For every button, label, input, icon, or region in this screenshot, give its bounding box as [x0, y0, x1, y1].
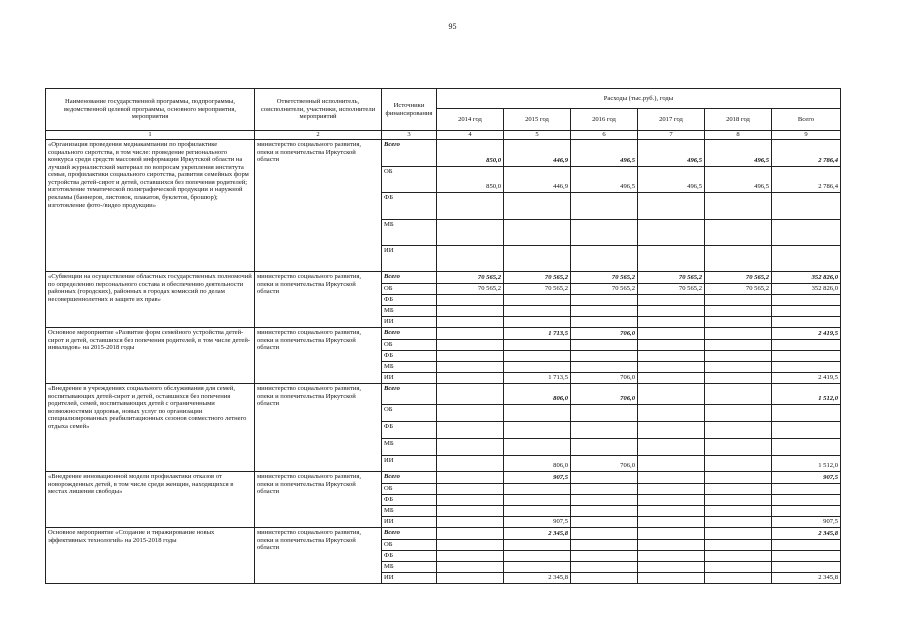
year-value-cell: 496,5 — [705, 140, 772, 167]
total-value-cell: 2 419,5 — [772, 328, 841, 340]
year-value-cell — [504, 484, 571, 495]
executor-cell: министерство социального развития, опеки и попечительства Иркутской области — [255, 384, 382, 472]
total-value-cell — [772, 495, 841, 506]
executor-cell: министерство социального развития, опеки и попечительства Иркутской области — [255, 328, 382, 384]
total-value-cell — [772, 246, 841, 272]
year-value-cell — [504, 405, 571, 422]
funding-source-cell: ИИ — [382, 317, 437, 328]
column-number: 7 — [638, 131, 705, 140]
year-value-cell — [571, 528, 638, 540]
year-value-cell: 70 565,2 — [571, 272, 638, 284]
header-year: 2017 год — [638, 109, 705, 131]
year-value-cell — [437, 373, 504, 384]
year-value-cell — [571, 562, 638, 573]
year-value-cell — [504, 506, 571, 517]
year-value-cell: 806,0 — [504, 384, 571, 405]
year-value-cell: 70 565,2 — [705, 284, 772, 295]
year-value-cell — [705, 246, 772, 272]
header-executor: Ответственный исполнитель, соисполнители, участники, исполнители мероприятий — [255, 89, 382, 131]
year-value-cell — [437, 405, 504, 422]
header-program-name: Наименование государственной программы, подпрограммы, ведомственной целевой программы, основного мероприятия, мероприятия — [46, 89, 255, 131]
funding-source-cell: ОБ — [382, 167, 437, 193]
funding-source-cell: ОБ — [382, 405, 437, 422]
funding-source-cell: ИИ — [382, 246, 437, 272]
total-value-cell — [772, 506, 841, 517]
year-value-cell — [437, 562, 504, 573]
funding-source-cell: Всего — [382, 140, 437, 167]
funding-source-cell: Всего — [382, 384, 437, 405]
year-value-cell — [437, 517, 504, 528]
year-value-cell — [437, 495, 504, 506]
page-number: 95 — [448, 22, 457, 31]
year-value-cell — [638, 573, 705, 584]
year-value-cell — [705, 328, 772, 340]
year-value-cell — [638, 306, 705, 317]
year-value-cell — [504, 193, 571, 220]
year-value-cell — [705, 528, 772, 540]
year-value-cell — [571, 220, 638, 246]
year-value-cell — [571, 405, 638, 422]
year-value-cell — [571, 472, 638, 484]
year-value-cell — [638, 405, 705, 422]
year-value-cell — [705, 373, 772, 384]
year-value-cell — [571, 362, 638, 373]
year-value-cell — [638, 220, 705, 246]
header-year: 2016 год — [571, 109, 638, 131]
total-value-cell — [772, 295, 841, 306]
year-value-cell — [705, 484, 772, 495]
year-value-cell: 850,0 — [437, 140, 504, 167]
table-row — [46, 328, 841, 340]
year-value-cell: 907,5 — [504, 472, 571, 484]
year-value-cell — [705, 495, 772, 506]
year-value-cell — [571, 551, 638, 562]
executor-cell: министерство социального развития, опеки и попечительства Иркутской области — [255, 472, 382, 528]
total-value-cell — [772, 193, 841, 220]
year-value-cell: 70 565,2 — [638, 272, 705, 284]
funding-source-cell: ФБ — [382, 422, 437, 439]
year-value-cell — [504, 220, 571, 246]
total-value-cell — [772, 306, 841, 317]
year-value-cell — [705, 517, 772, 528]
total-value-cell: 2 345,8 — [772, 528, 841, 540]
year-value-cell — [705, 456, 772, 472]
year-value-cell — [571, 540, 638, 551]
total-value-cell: 352 826,0 — [772, 284, 841, 295]
year-value-cell — [504, 362, 571, 373]
year-value-cell: 706,0 — [571, 456, 638, 472]
funding-source-cell: МБ — [382, 220, 437, 246]
total-value-cell — [772, 362, 841, 373]
year-value-cell — [437, 317, 504, 328]
funding-source-cell: МБ — [382, 306, 437, 317]
total-value-cell — [772, 220, 841, 246]
total-value-cell — [772, 422, 841, 439]
total-value-cell — [772, 562, 841, 573]
total-value-cell — [772, 340, 841, 351]
table-row — [46, 472, 841, 484]
year-value-cell — [437, 193, 504, 220]
year-value-cell — [705, 295, 772, 306]
header-expenses: Расходы (тыс.руб.), годы — [437, 89, 841, 109]
year-value-cell — [437, 551, 504, 562]
year-value-cell — [705, 506, 772, 517]
header-year: 2018 год — [705, 109, 772, 131]
year-value-cell — [638, 439, 705, 456]
year-value-cell: 706,0 — [571, 384, 638, 405]
funding-source-cell: ИИ — [382, 517, 437, 528]
funding-source-cell: ИИ — [382, 456, 437, 472]
total-value-cell: 352 826,0 — [772, 272, 841, 284]
year-value-cell — [504, 495, 571, 506]
funding-source-cell: ФБ — [382, 193, 437, 220]
year-value-cell — [638, 362, 705, 373]
funding-source-cell: Всего — [382, 328, 437, 340]
year-value-cell — [638, 540, 705, 551]
year-value-cell — [571, 193, 638, 220]
year-value-cell — [638, 384, 705, 405]
year-value-cell — [705, 362, 772, 373]
funding-source-cell: ОБ — [382, 284, 437, 295]
year-value-cell: 706,0 — [571, 373, 638, 384]
year-value-cell — [705, 306, 772, 317]
total-value-cell: 2 786,4 — [772, 167, 841, 193]
total-value-cell: 907,5 — [772, 472, 841, 484]
year-value-cell — [638, 562, 705, 573]
year-value-cell — [705, 422, 772, 439]
year-value-cell — [571, 317, 638, 328]
year-value-cell — [638, 528, 705, 540]
header-year: 2015 год — [504, 109, 571, 131]
year-value-cell — [638, 328, 705, 340]
year-value-cell — [638, 472, 705, 484]
year-value-cell — [504, 306, 571, 317]
column-number: 1 — [46, 131, 255, 140]
year-value-cell — [437, 362, 504, 373]
year-value-cell — [504, 551, 571, 562]
total-value-cell — [772, 351, 841, 362]
year-value-cell — [571, 295, 638, 306]
table-row — [46, 140, 841, 167]
table-row — [46, 528, 841, 540]
year-value-cell — [638, 506, 705, 517]
year-value-cell: 907,5 — [504, 517, 571, 528]
year-value-cell — [437, 506, 504, 517]
year-value-cell — [638, 193, 705, 220]
year-value-cell: 496,5 — [638, 140, 705, 167]
year-value-cell — [638, 340, 705, 351]
year-value-cell — [571, 439, 638, 456]
program-name-cell: «Внедрение в учреждениях социального обслуживания для семей, воспитывающих детей-сирот и детей, оставшихся без попечения родителей, семей, воспитывающих детей с ограниченными возможностями здоровья, новых услуг по организации специализированных реабилитационных сезонов совместного летнего отдыха семей» — [46, 384, 255, 472]
year-value-cell — [638, 495, 705, 506]
year-value-cell — [437, 295, 504, 306]
year-value-cell — [571, 340, 638, 351]
program-name-cell: Основное мероприятие «Развитие форм семейного устройства детей-сирот и детей, оставшихся без попечения родителей, в том числе детей-инвалидов» на 2015-2018 годы — [46, 328, 255, 384]
column-number: 3 — [382, 131, 437, 140]
year-value-cell: 806,0 — [504, 456, 571, 472]
year-value-cell — [437, 456, 504, 472]
year-value-cell: 70 565,2 — [437, 284, 504, 295]
year-value-cell: 2 345,8 — [504, 528, 571, 540]
funding-source-cell: ИИ — [382, 573, 437, 584]
funding-source-cell: ФБ — [382, 295, 437, 306]
program-name-cell: «Внедрение инновационной модели профилактики отказов от новорожденных детей, в том числе среди женщин, находящихся в местах лишения свободы» — [46, 472, 255, 528]
funding-source-cell: ОБ — [382, 540, 437, 551]
year-value-cell — [504, 340, 571, 351]
funding-source-cell: Всего — [382, 528, 437, 540]
header-total: Всего — [772, 109, 841, 131]
table-row — [46, 384, 841, 405]
header-year: 2014 год — [437, 109, 504, 131]
year-value-cell — [571, 517, 638, 528]
year-value-cell — [705, 439, 772, 456]
total-value-cell — [772, 405, 841, 422]
year-value-cell — [705, 551, 772, 562]
expenses-table — [45, 88, 841, 584]
year-value-cell — [705, 562, 772, 573]
year-value-cell: 70 565,2 — [571, 284, 638, 295]
year-value-cell — [504, 562, 571, 573]
funding-source-cell: МБ — [382, 506, 437, 517]
year-value-cell — [504, 317, 571, 328]
year-value-cell — [638, 551, 705, 562]
funding-source-cell: ФБ — [382, 351, 437, 362]
total-value-cell — [772, 317, 841, 328]
total-value-cell — [772, 540, 841, 551]
year-value-cell — [571, 573, 638, 584]
column-number: 4 — [437, 131, 504, 140]
year-value-cell — [437, 220, 504, 246]
year-value-cell: 70 565,2 — [504, 272, 571, 284]
column-number: 6 — [571, 131, 638, 140]
total-value-cell: 1 512,0 — [772, 384, 841, 405]
year-value-cell — [638, 422, 705, 439]
year-value-cell: 496,5 — [571, 167, 638, 193]
year-value-cell: 706,0 — [571, 328, 638, 340]
year-value-cell: 2 345,8 — [504, 573, 571, 584]
year-value-cell — [571, 351, 638, 362]
year-value-cell — [705, 351, 772, 362]
total-value-cell — [772, 439, 841, 456]
year-value-cell — [705, 340, 772, 351]
year-value-cell — [705, 472, 772, 484]
year-value-cell — [638, 456, 705, 472]
year-value-cell — [437, 439, 504, 456]
funding-source-cell: МБ — [382, 362, 437, 373]
executor-cell: министерство социального развития, опеки и попечительства Иркутской области — [255, 272, 382, 328]
funding-source-cell: ФБ — [382, 551, 437, 562]
total-value-cell: 2 419,5 — [772, 373, 841, 384]
year-value-cell — [437, 422, 504, 439]
funding-source-cell: ОБ — [382, 484, 437, 495]
year-value-cell — [638, 317, 705, 328]
year-value-cell — [705, 573, 772, 584]
year-value-cell — [437, 340, 504, 351]
year-value-cell — [705, 540, 772, 551]
year-value-cell — [571, 422, 638, 439]
year-value-cell — [638, 295, 705, 306]
year-value-cell: 496,5 — [571, 140, 638, 167]
funding-source-cell: Всего — [382, 472, 437, 484]
year-value-cell — [437, 384, 504, 405]
year-value-cell — [571, 306, 638, 317]
year-value-cell: 70 565,2 — [705, 272, 772, 284]
year-value-cell — [504, 540, 571, 551]
table-row — [46, 272, 841, 284]
year-value-cell: 70 565,2 — [437, 272, 504, 284]
year-value-cell — [705, 384, 772, 405]
year-value-cell: 850,0 — [437, 167, 504, 193]
year-value-cell — [437, 540, 504, 551]
total-value-cell: 2 345,8 — [772, 573, 841, 584]
funding-source-cell: МБ — [382, 562, 437, 573]
year-value-cell — [504, 351, 571, 362]
year-value-cell — [437, 306, 504, 317]
column-number: 5 — [504, 131, 571, 140]
year-value-cell — [571, 495, 638, 506]
total-value-cell: 907,5 — [772, 517, 841, 528]
year-value-cell — [705, 193, 772, 220]
year-value-cell — [638, 373, 705, 384]
year-value-cell — [437, 528, 504, 540]
year-value-cell — [571, 246, 638, 272]
year-value-cell — [571, 484, 638, 495]
executor-cell: министерство социального развития, опеки и попечительства Иркутской области — [255, 140, 382, 272]
funding-source-cell: ОБ — [382, 340, 437, 351]
year-value-cell — [638, 484, 705, 495]
funding-source-cell: ФБ — [382, 495, 437, 506]
year-value-cell — [638, 351, 705, 362]
year-value-cell — [437, 246, 504, 272]
year-value-cell — [504, 422, 571, 439]
column-number: 2 — [255, 131, 382, 140]
year-value-cell: 70 565,2 — [638, 284, 705, 295]
column-number: 8 — [705, 131, 772, 140]
executor-cell: министерство социального развития, опеки и попечительства Иркутской области — [255, 528, 382, 584]
column-number: 9 — [772, 131, 841, 140]
year-value-cell — [638, 517, 705, 528]
program-name-cell: «Субвенции на осуществление областных государственных полномочий по определению персонального состава и обеспечению деятельности районных (городских), районных в городах комиссий по делам несовершеннолетних и защите их прав» — [46, 272, 255, 328]
year-value-cell — [504, 439, 571, 456]
total-value-cell: 2 786,4 — [772, 140, 841, 167]
year-value-cell: 446,9 — [504, 140, 571, 167]
program-name-cell: «Организация проведения медиакампании по профилактике социального сиротства, в том числе: проведение регионального конкурса среди средств массовой информации Иркутской области на лучший журналистский материал по вопросам укрепления института семьи, профилактики социального сиротства, развития семейных форм устройства детей-сирот и детей, оставшихся без попечения родителей; изготовление тематической полиграфической продукции и наружной рекламы (баннеров, листовок, плакатов, буклетов, брошюр); изготовление фото-/видео продукции» — [46, 140, 255, 272]
year-value-cell — [705, 405, 772, 422]
funding-source-cell: МБ — [382, 439, 437, 456]
year-value-cell — [571, 506, 638, 517]
year-value-cell: 496,5 — [638, 167, 705, 193]
funding-source-cell: ИИ — [382, 373, 437, 384]
year-value-cell: 1 713,5 — [504, 373, 571, 384]
year-value-cell — [437, 484, 504, 495]
year-value-cell: 70 565,2 — [504, 284, 571, 295]
year-value-cell: 496,5 — [705, 167, 772, 193]
program-name-cell: Основное мероприятие «Создание и тиражирование новых эффективных технологий» на 2015-2018 годы — [46, 528, 255, 584]
year-value-cell: 1 713,5 — [504, 328, 571, 340]
total-value-cell — [772, 484, 841, 495]
header-funding-source: Источники финансирования — [382, 89, 437, 131]
year-value-cell — [705, 317, 772, 328]
table-body — [46, 140, 841, 584]
year-value-cell — [437, 351, 504, 362]
year-value-cell — [437, 472, 504, 484]
year-value-cell — [705, 220, 772, 246]
total-value-cell — [772, 551, 841, 562]
year-value-cell — [638, 246, 705, 272]
year-value-cell: 446,9 — [504, 167, 571, 193]
year-value-cell — [504, 246, 571, 272]
total-value-cell: 1 512,0 — [772, 456, 841, 472]
year-value-cell — [504, 295, 571, 306]
year-value-cell — [437, 573, 504, 584]
year-value-cell — [437, 328, 504, 340]
funding-source-cell: Всего — [382, 272, 437, 284]
